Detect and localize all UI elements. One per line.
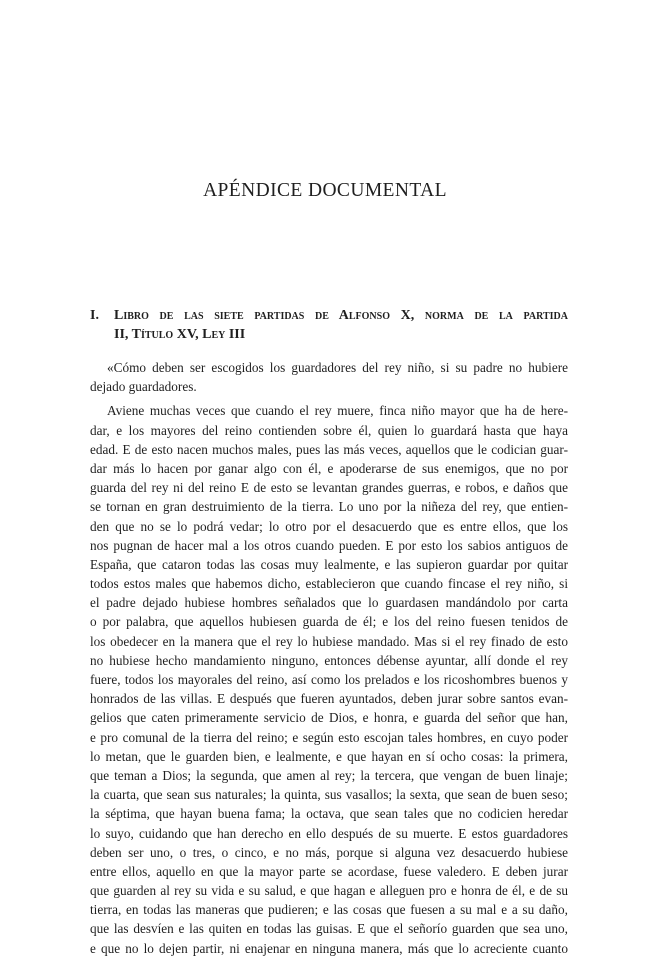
text-line: dejado guardadores. [90, 379, 197, 395]
text-line: e que no lo dejen partir, ni enajenar en ninguna manera, más que lo acreciente cuanto [90, 940, 568, 956]
text-line: edad. E de esto nacen muchos males, pues las más veces, aquellos que le codician guar- [90, 441, 568, 457]
section-title-line: II, Título XV, Ley III [114, 327, 246, 343]
text-line: la séptima, que hayan buena fama; la octava, que sean tales que no codicien heredar [90, 806, 568, 822]
text-line: España, que cataron todas las cosas muy lealmente, e las supieron guardar por quitar [90, 556, 568, 572]
text-line: la cuarta, que sean sus naturales; la quinta, sus vasallos; la sexta, que sean de buen seso; [90, 787, 568, 803]
paragraph-main [90, 401, 568, 957]
paragraph-intro [90, 358, 568, 396]
text-line: gelios que caten primeramente servicio de Dios, e honra, e guarda del señor que han, [90, 710, 568, 726]
text-line: dar, e los mayores del reino contienden sobre él, quien lo guardará hasta que haya [90, 422, 568, 438]
text-line: den que no se lo podrá vedar; lo otro por el desacuerdo que es entre ellos, que los [90, 518, 568, 534]
text-line: que teman a Dios; la segunda, que amen al rey; la tercera, que vengan de buen linaje; [90, 767, 568, 783]
text-line: o por palabra, que aquellos hubiesen guarda de él; e los del reino fuesen tenidos de [90, 614, 568, 630]
appendix-title: APÉNDICE DOCUMENTAL [203, 180, 447, 201]
text-line: se tornan en gran destruimiento de la tierra. Lo uno por la niñeza del rey, que entien- [90, 499, 568, 515]
text-line: Aviene muchas veces que cuando el rey muere, finca niño mayor que ha de here- [107, 403, 568, 419]
section-title [114, 306, 568, 344]
section-number: I. [90, 308, 99, 323]
text-line: lo metan, que le guarden bien, e lealmente, e que hayan en sí ocho cosas: la primera, [90, 748, 568, 764]
text-line: no hubiese hecho mandamiento ninguno, entonces débense ayuntar, allí donde el rey [90, 652, 568, 668]
text-line: dar más lo hacen por ganar algo con él, e apoderarse de sus enemigos, que no por [90, 460, 568, 476]
text-line: el padre dejado hubiese hombres señalados que lo guardasen mandándolo por carta [90, 595, 568, 611]
text-line: deben ser uno, o tres, o cinco, e no más, porque si alguna vez desacuerdo hubiese [90, 844, 568, 860]
text-line: guarda del rey ni del reino E de esto se levantan grandes guerras, e robos, e daños que [90, 480, 568, 496]
text-line: que las desvíen e las quiten en todas las guisas. E que el señorío guarden que sea uno, [90, 921, 568, 937]
text-line: los obedecer en la manera que el rey lo hubiese mandado. Mas si el rey finado de esto [90, 633, 568, 649]
text-line: que guarden al rey su vida e su salud, e que hagan e alleguen pro e honra de él, e de su [90, 883, 568, 899]
text-line: entre ellos, aquello en que la mayor parte se acordase, fuese valedero. E deben jurar [90, 863, 568, 879]
text-line: «Cómo deben ser escogidos los guardadores del rey niño, si su padre no hubiere [107, 360, 568, 375]
text-line: tierra, en todas las maneras que pudieren; e las cosas que fuesen a su mal e a su daño, [90, 902, 568, 918]
text-line: lo suyo, cuidando que han derecho en ello después de su muerte. E estos guardadores [90, 825, 568, 841]
section-heading [90, 306, 568, 344]
text-line: e pro comunal de la tierra del reino; e según esto escojan tales hombres, en cuyo poder [90, 729, 568, 745]
section-title-line: Libro de las siete partidas de Alfonso X, norma de la partida [114, 308, 568, 323]
text-line: honrados de las villas. E después que fueren ayuntados, deben jurar sobre santos evan- [90, 691, 568, 707]
text-line: nos pugnan de hacer mal a los otros cuando pueden. E por esto los sabios antiguos de [90, 537, 568, 553]
body-text [90, 358, 568, 958]
text-line: todos estos males que habemos dicho, establecieron que cuando fincase el rey niño, si [90, 576, 568, 592]
text-line: fuere, todos los mayorales del reino, así como los prelados e los ricoshombres buenos y [90, 672, 568, 687]
